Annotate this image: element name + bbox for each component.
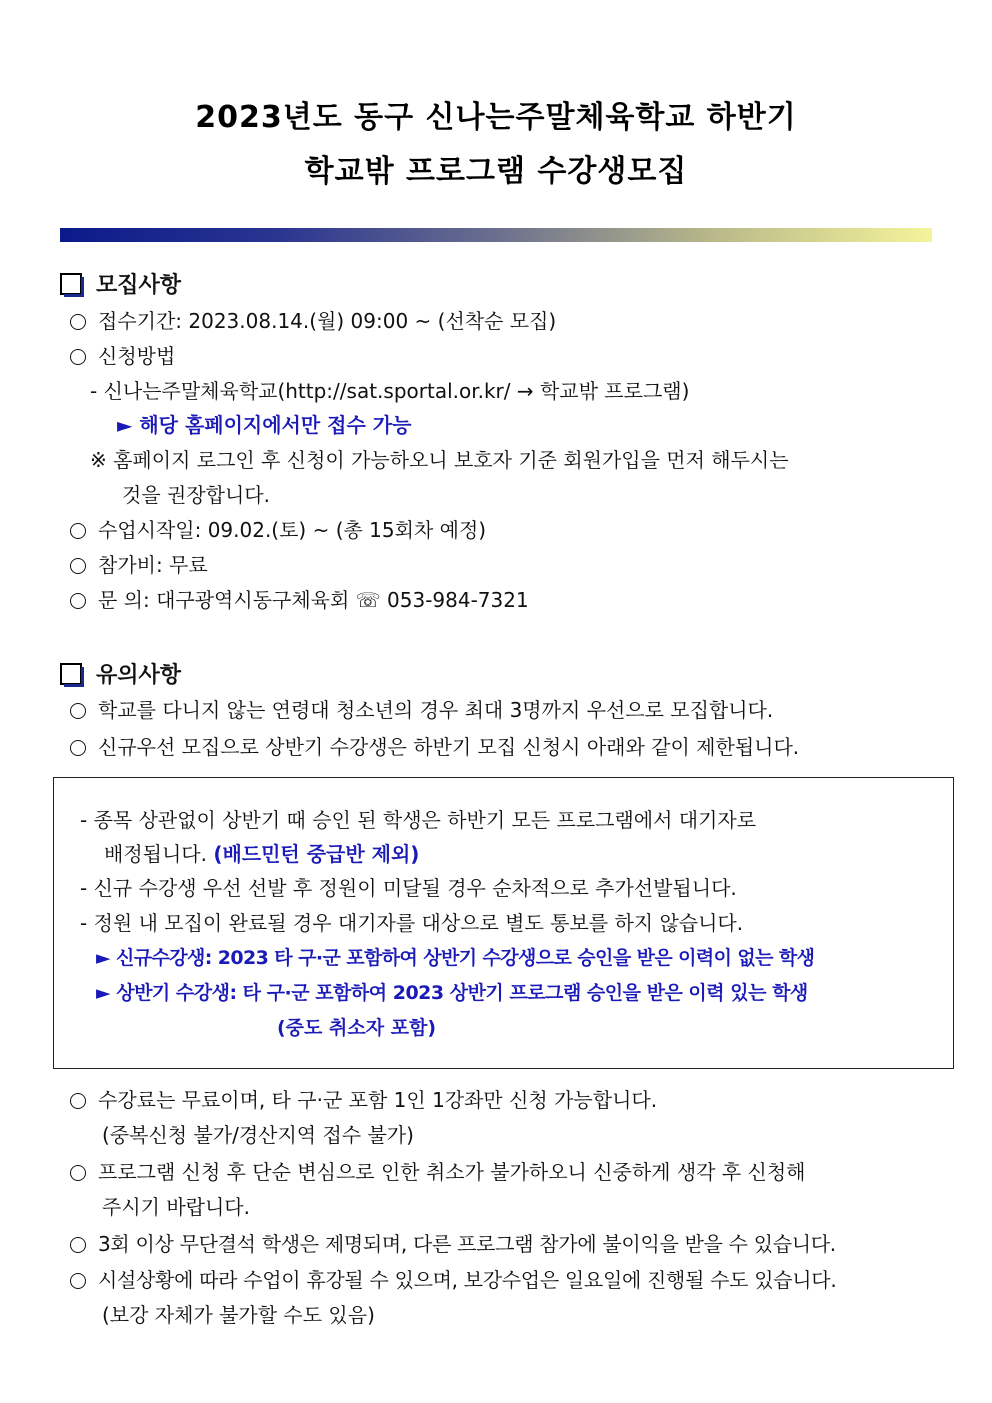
circle-bullet-icon	[70, 703, 86, 719]
fee	[70, 551, 208, 579]
contact	[70, 586, 529, 614]
restriction-line-2-text: 배정됩니다.	[104, 842, 207, 866]
checkbox-icon	[60, 273, 82, 295]
restriction-line-3: - 신규 수강생 우선 선발 후 정원이 미달될 경우 순차적으로 추가선발됩니다.	[80, 876, 737, 900]
notice-item-text: 3회 이상 무단결석 학생은 제명되며, 다른 프로그램 참가에 불이익을 받을 수 있습니다.	[98, 1232, 836, 1256]
document-title-line1: 2023년도 동구 신나는주말체육학교 하반기	[195, 100, 797, 135]
apply-only-note: ► 해당 홈페이지에서만 접수 가능	[117, 413, 412, 437]
circle-bullet-icon	[70, 523, 86, 539]
reception-period-text: 접수기간: 2023.08.14.(월) 09:00 ~ (선착순 모집)	[98, 309, 557, 333]
circle-bullet-icon	[70, 314, 86, 330]
notice-item-4-sub: 주시기 바랍니다.	[102, 1195, 250, 1219]
apply-method	[70, 342, 175, 370]
fee-text: 참가비: 무료	[98, 553, 208, 577]
notice-item-3-sub: (중복신청 불가/경산지역 접수 불가)	[102, 1123, 414, 1147]
notice-item-text: 프로그램 신청 후 단순 변심으로 인한 취소가 불가하오니 신중하게 생각 후 신청해	[98, 1160, 806, 1184]
notice-item-3	[70, 1086, 657, 1114]
circle-bullet-icon	[70, 593, 86, 609]
title-divider-bar	[60, 228, 932, 242]
class-start-text: 수업시작일: 09.02.(토) ~ (총 15회차 예정)	[98, 518, 487, 542]
notice-item-2	[70, 733, 799, 761]
login-note-line1: ※ 홈페이지 로그인 후 신청이 가능하오니 보호자 기준 회원가입을 먼저 해두시는	[90, 448, 789, 472]
notice-item-6-sub: (보강 자체가 불가할 수도 있음)	[102, 1303, 375, 1327]
restriction-line-2	[104, 840, 419, 868]
circle-bullet-icon	[70, 1273, 86, 1289]
apply-site: - 신나는주말체육학교(http://sat.sportal.or.kr/ → 학교밖 프로그램)	[90, 379, 690, 403]
notice-item-5	[70, 1230, 836, 1258]
first-half-student-definition: ► 상반기 수강생: 타 구·군 포함하여 2023 상반기 프로그램 승인을 받은 이력 있는 학생	[96, 982, 808, 1004]
section-heading-text: 유의사항	[96, 663, 182, 688]
class-start	[70, 516, 486, 544]
badminton-exception: (배드민턴 중급반 제외)	[213, 842, 420, 866]
checkbox-icon	[60, 663, 82, 685]
circle-bullet-icon	[70, 1237, 86, 1253]
apply-method-text: 신청방법	[98, 344, 176, 368]
notice-item-4	[70, 1158, 806, 1186]
restriction-line-1: - 종목 상관없이 상반기 때 승인 된 학생은 하반기 모든 프로그램에서 대기자로	[80, 808, 757, 832]
notice-item-text: 수강료는 무료이며, 타 구·군 포함 1인 1강좌만 신청 가능합니다.	[98, 1088, 658, 1112]
new-student-definition: ► 신규수강생: 2023 타 구·군 포함하여 상반기 수강생으로 승인을 받은 이력이 없는 학생	[96, 947, 815, 969]
section-heading-text: 모집사항	[96, 273, 182, 298]
section-notice-heading	[60, 658, 181, 689]
contact-text: 문 의: 대구광역시동구체육회 ☏ 053-984-7321	[98, 588, 529, 612]
section-recruitment-heading	[60, 268, 181, 299]
cancel-included-note: (중도 취소자 포함)	[277, 1017, 437, 1039]
circle-bullet-icon	[70, 1093, 86, 1109]
document-title-line2: 학교밖 프로그램 수강생모집	[304, 154, 688, 189]
reception-period	[70, 307, 556, 335]
login-note-line2: 것을 권장합니다.	[122, 483, 270, 507]
notice-item-1	[70, 696, 773, 724]
restriction-line-4: - 정원 내 모집이 완료될 경우 대기자를 대상으로 별도 통보를 하지 않습니다.	[80, 911, 744, 935]
notice-item-6	[70, 1266, 836, 1294]
circle-bullet-icon	[70, 558, 86, 574]
notice-item-text: 시설상황에 따라 수업이 휴강될 수 있으며, 보강수업은 일요일에 진행될 수도 있습니다.	[98, 1268, 837, 1292]
circle-bullet-icon	[70, 349, 86, 365]
circle-bullet-icon	[70, 1165, 86, 1181]
notice-item-text: 학교를 다니지 않는 연령대 청소년의 경우 최대 3명까지 우선으로 모집합니다.	[98, 698, 774, 722]
notice-item-text: 신규우선 모집으로 상반기 수강생은 하반기 모집 신청시 아래와 같이 제한됩니다.	[98, 735, 800, 759]
circle-bullet-icon	[70, 740, 86, 756]
